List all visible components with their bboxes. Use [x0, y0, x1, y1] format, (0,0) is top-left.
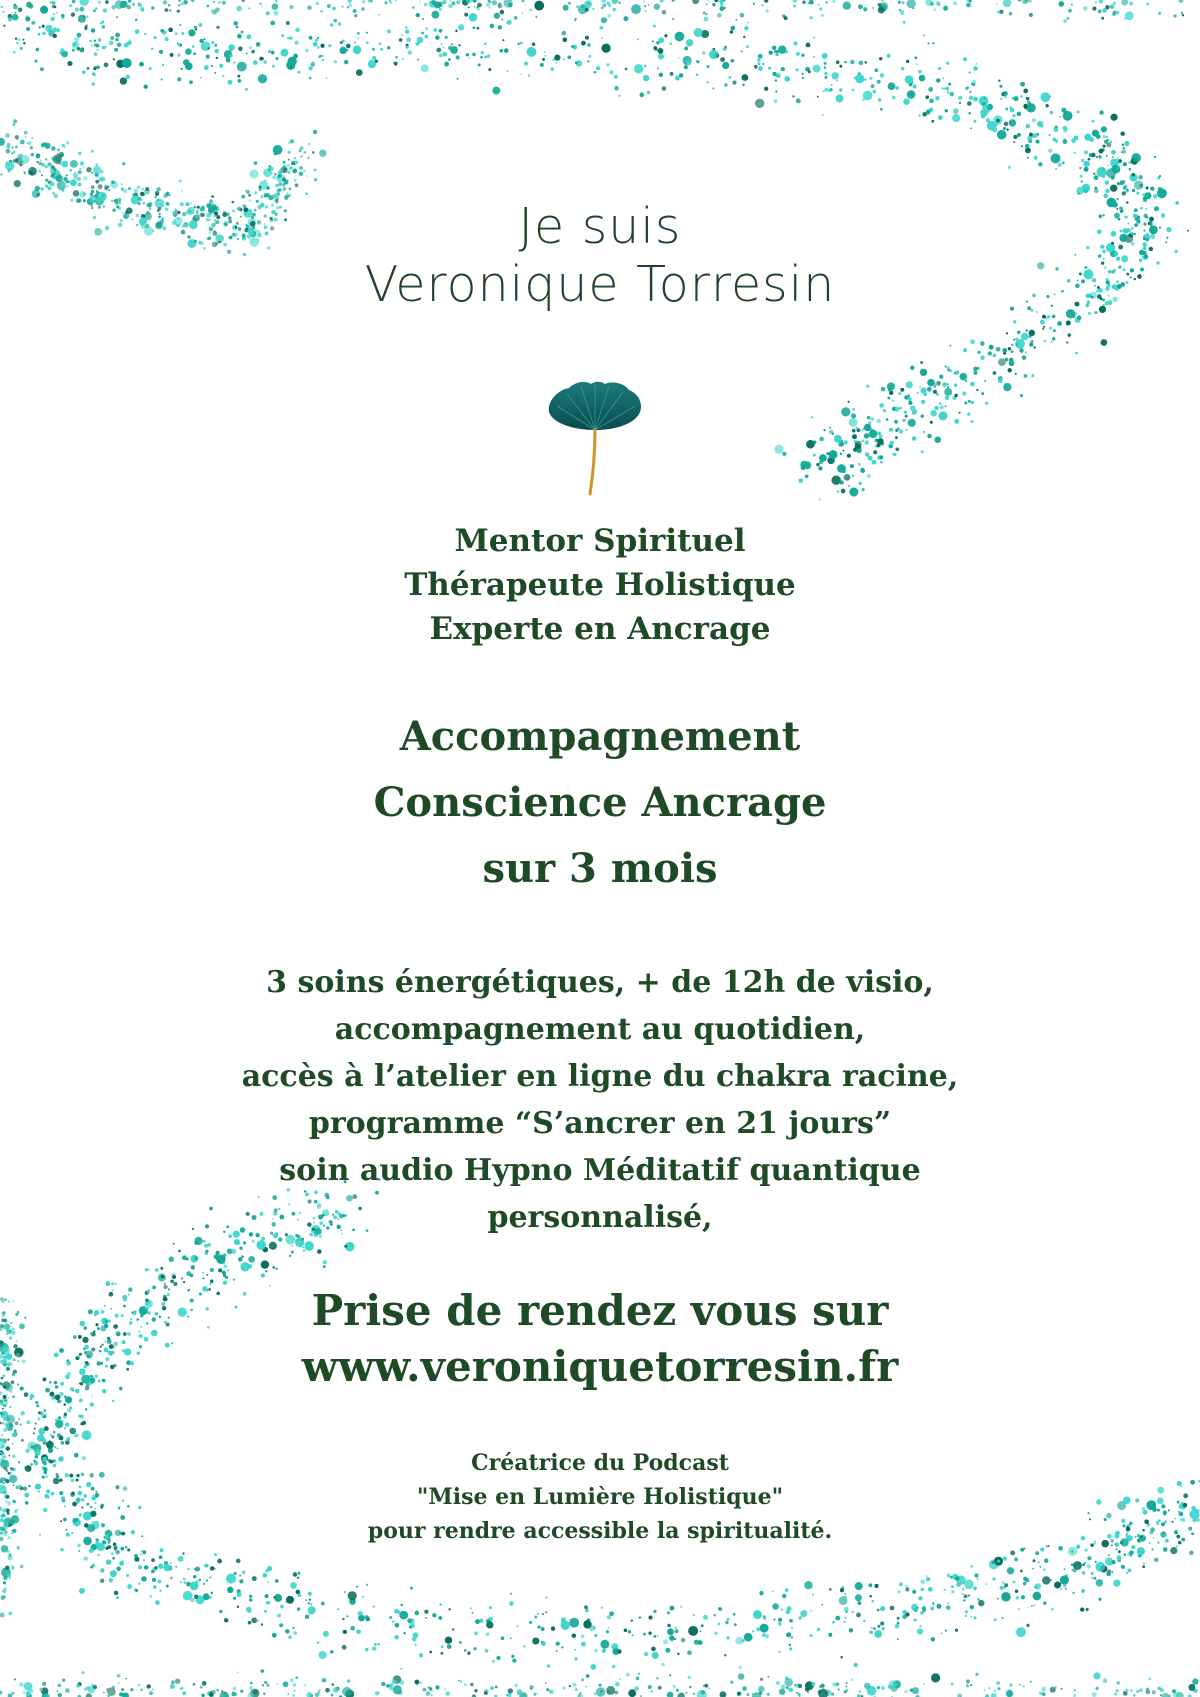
booking-text: Prise de rendez vous sur: [311, 1286, 889, 1335]
program-line: Accompagnement: [399, 713, 801, 760]
role-item: Thérapeute Holistique: [404, 567, 796, 603]
detail-line: accès à l’atelier en ligne du chakra racine,: [241, 1059, 959, 1094]
program-title: [0, 704, 1200, 902]
detail-line: soin audio Hypno Méditatif quantique: [279, 1153, 921, 1188]
podcast-line: pour rendre accessible la spiritualité.: [367, 1518, 833, 1544]
podcast-title: "Mise en Lumière Holistique": [416, 1484, 784, 1510]
program-line: sur 3 mois: [482, 845, 718, 892]
podcast-info: [0, 1446, 1200, 1548]
author-name: Veronique Torresin: [364, 256, 836, 313]
booking-info: [0, 1283, 1200, 1395]
website-link[interactable]: www.veroniquetorresin.fr: [301, 1342, 899, 1391]
ginkgo-leaf-icon: [545, 378, 645, 496]
program-line: Conscience Ancrage: [373, 779, 827, 826]
role-item: Experte en Ancrage: [429, 611, 771, 647]
podcast-line: Créatrice du Podcast: [471, 1450, 729, 1476]
intro-heading: [0, 198, 1200, 314]
roles-list: [0, 519, 1200, 651]
detail-line: 3 soins énergétiques, + de 12h de visio,: [266, 965, 934, 1000]
role-item: Mentor Spirituel: [454, 523, 746, 559]
detail-line: accompagnement au quotidien,: [334, 1012, 866, 1047]
program-details: [0, 959, 1200, 1241]
detail-line: personnalisé,: [487, 1200, 713, 1235]
intro-line: Je suis: [518, 198, 682, 255]
detail-line: programme “S’ancrer en 21 jours”: [308, 1106, 892, 1141]
